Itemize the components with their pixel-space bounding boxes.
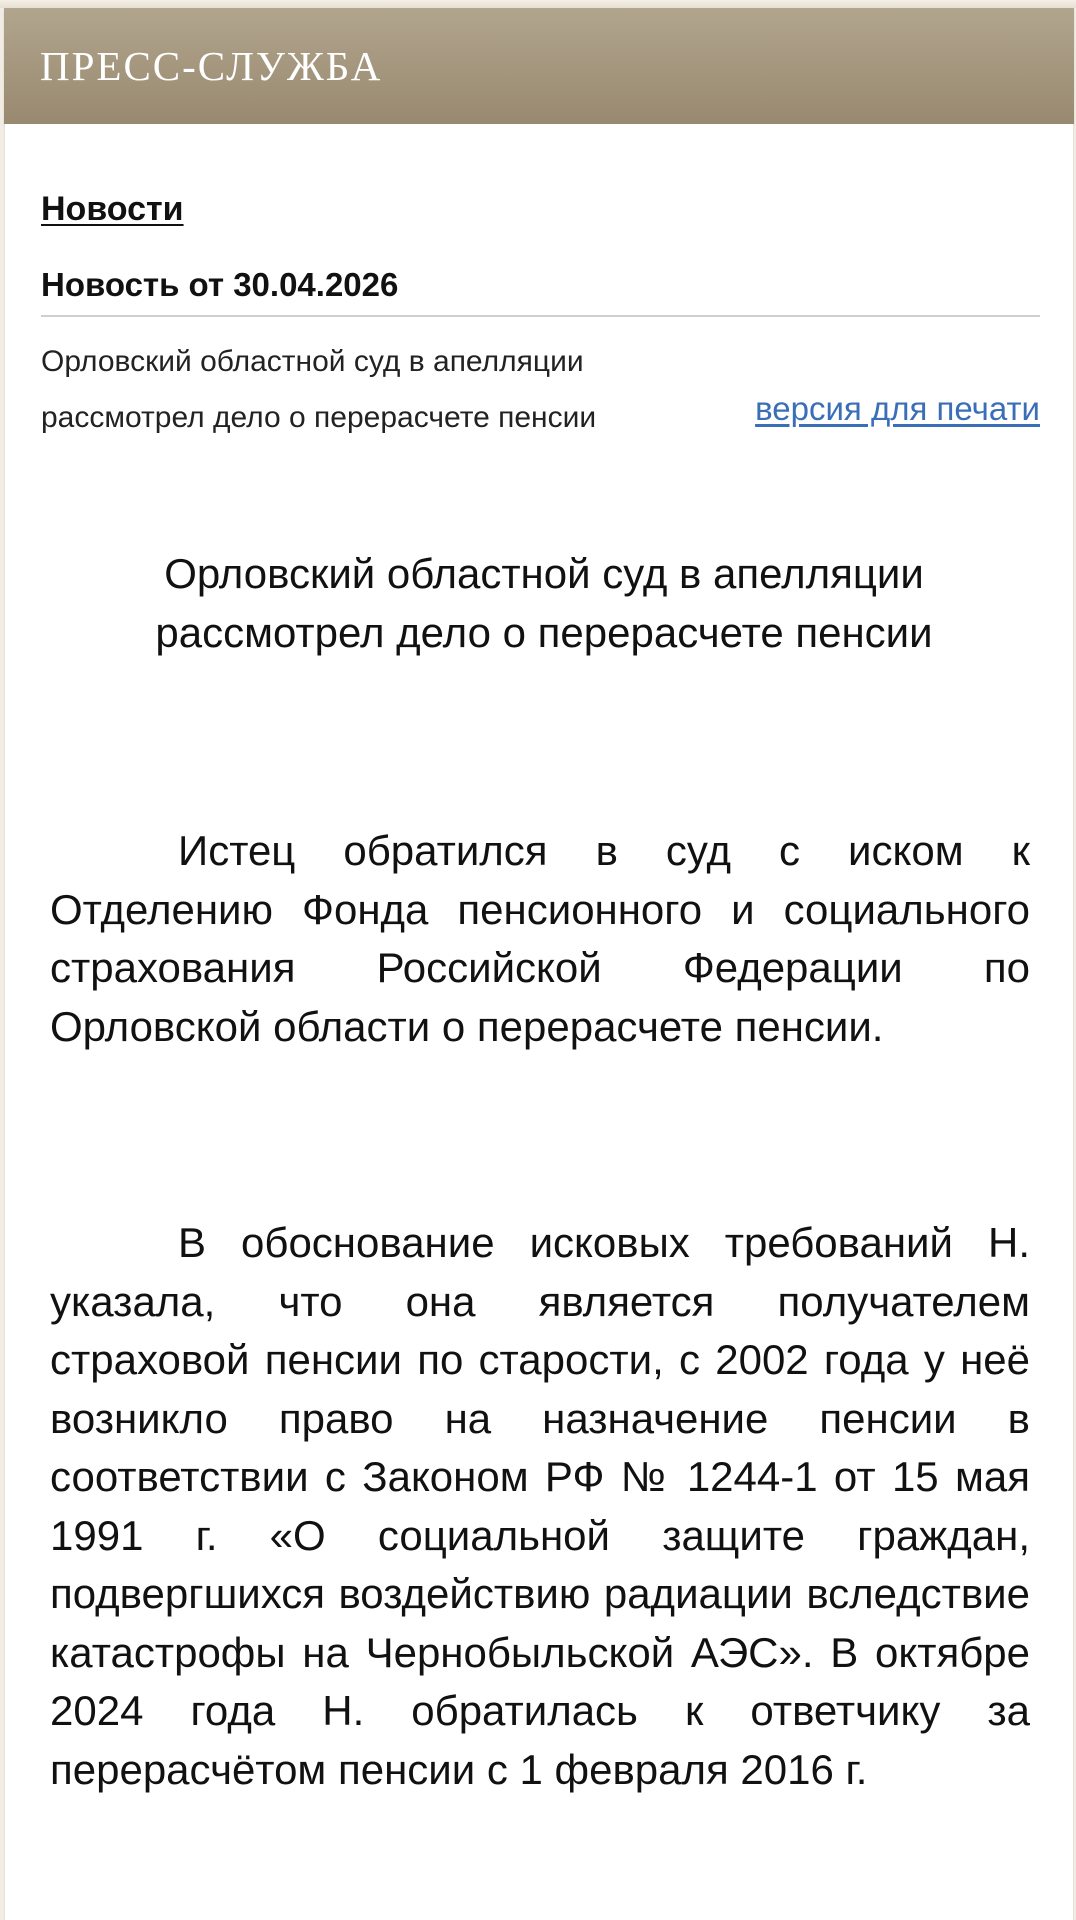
article-title: Орловский областной суд в апелляции рассмотрел дело о перерасчете пенсии xyxy=(155,550,933,656)
header-title: ПРЕСС-СЛУЖБА xyxy=(40,43,383,89)
content-panel xyxy=(4,124,1074,1920)
article-paragraph: Истец обратился в суд с иском к Отделению Фонда пенсионного и социального страхования Российской Федерации по Орловской области о перерасчете пенсии. xyxy=(50,827,1030,1050)
top-edge xyxy=(0,0,1076,8)
article-paragraph: В обоснование исковых требований Н. указала, что она является получателем страховой пенсии по старости, с 2002 года у неё возникло право на назначение пенсии в соответствии с Законом РФ № 1244-1 от 15 мая 1991 г. «О социальной защите граждан, подвергшихся воздействию радиации вследствие катастрофы на Чернобыльской АЭС». В октябре 2024 года Н. обратилась к ответчику за перерасчётом пенсии с 1 февраля 2016 г. xyxy=(50,1219,1030,1793)
print-version-link[interactable]: версия для печати xyxy=(755,390,1040,427)
news-date-heading: Новость от 30.04.2026 xyxy=(41,266,399,303)
news-summary: Орловский областной суд в апелляции рассмотрел дело о перерасчете пенсии xyxy=(41,345,597,434)
divider xyxy=(41,315,1040,317)
breadcrumb-news-link[interactable]: Новости xyxy=(41,190,184,228)
press-service-header xyxy=(4,8,1074,124)
